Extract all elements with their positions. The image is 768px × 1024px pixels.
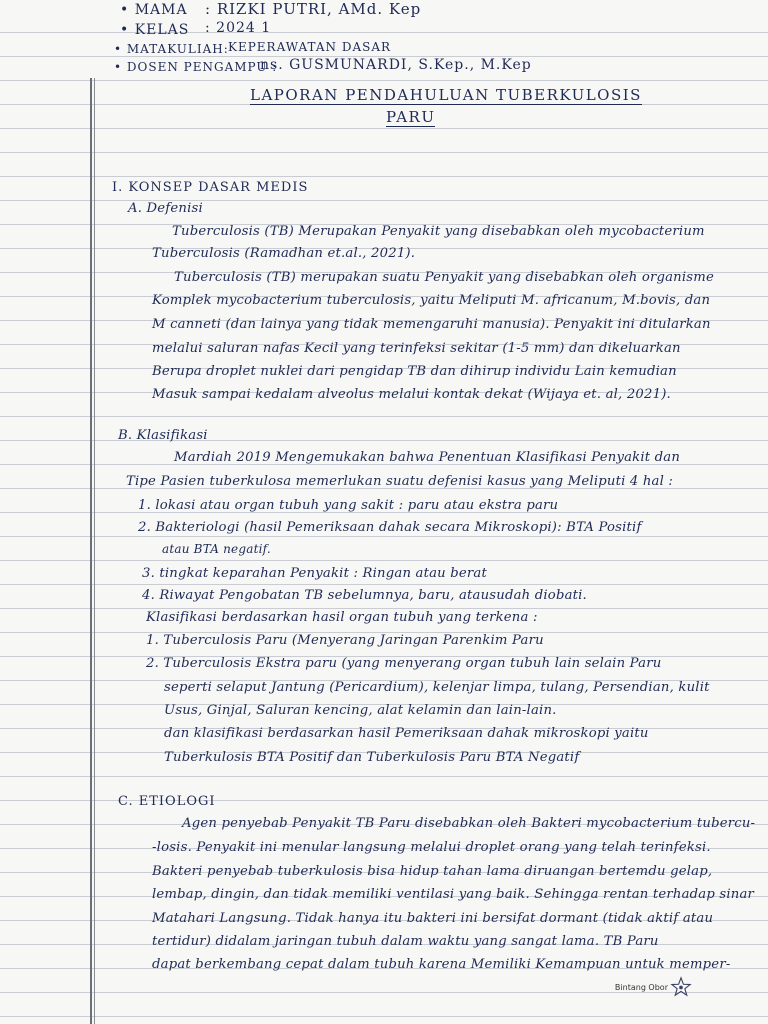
- text-line: Usus, Ginjal, Saluran kencing, alat kelamin dan lain-lain.: [164, 703, 557, 718]
- report-subtitle: PARU: [386, 108, 436, 126]
- text-line: -losis. Penyakit ini menular langsung melalui droplet orang yang telah terinfeksi.: [152, 840, 711, 855]
- text-line: tertidur) didalam jaringan tubuh dalam waktu yang sangat lama. TB Paru: [152, 934, 659, 949]
- matakuliah-label: • MATAKULIAH:: [114, 42, 229, 56]
- text-line: Tuberkulosis BTA Positif dan Tuberkulosis Paru BTA Negatif: [164, 750, 580, 765]
- kelas-label: • KELAS: [120, 22, 190, 38]
- list-item: 2. Tuberculosis Ekstra paru (yang menyerang organ tubuh lain selain Paru: [146, 656, 662, 671]
- text-line: Komplek mycobacterium tuberculosis, yaitu Meliputi M. africanum, M.bovis, dan: [152, 293, 711, 308]
- margin-rule: [90, 78, 92, 1024]
- text-line: Bakteri penyebab tuberkulosis bisa hidup tahan lama diruangan bertemdu gelap,: [152, 864, 713, 879]
- dosen-value: ns. GUSMUNARDI, S.Kep., M.Kep: [260, 57, 532, 73]
- text-line: Agen penyebab Penyakit TB Paru disebabkan oleh Bakteri mycobacterium tubercu-: [182, 816, 756, 831]
- list-item: 4. Riwayat Pengobatan TB sebelumnya, baru, atausudah diobati.: [142, 588, 587, 603]
- subsection-b-heading: B. Klasifikasi: [118, 428, 208, 443]
- nama-label: • MAMA: [120, 2, 188, 18]
- text-line: Tipe Pasien tuberkulosa memerlukan suatu defenisi kasus yang Meliputi 4 hal :: [126, 474, 674, 489]
- brand-label: Bintang Obor: [614, 983, 668, 992]
- text-line: dapat berkembang cepat dalam tubuh karena Memiliki Kemampuan untuk memper-: [152, 957, 731, 972]
- text-line: Matahari Langsung. Tidak hanya itu bakteri ini bersifat dormant (tidak aktif atau: [152, 911, 714, 926]
- subsection-a-heading: A. Defenisi: [128, 201, 203, 216]
- text-line: Klasifikasi berdasarkan hasil organ tubuh yang terkena :: [146, 610, 538, 625]
- star-logo-icon: [670, 976, 692, 998]
- text-line: Berupa droplet nuklei dari pengidap TB dan dihirup individu Lain kemudian: [152, 364, 677, 379]
- text-line: lembap, dingin, dan tidak memiliki ventilasi yang baik. Sehingga rentan terhadap sinar: [152, 887, 755, 902]
- list-item: 3. tingkat keparahan Penyakit : Ringan atau berat: [142, 566, 487, 581]
- subsection-c-heading: C. ETIOLOGI: [118, 794, 216, 809]
- section-heading: I. KONSEP DASAR MEDIS: [112, 180, 309, 195]
- list-item: 2. Bakteriologi (hasil Pemeriksaan dahak secara Mikroskopi): BTA Positif: [138, 520, 642, 535]
- text-line: seperti selaput Jantung (Pericardium), kelenjar limpa, tulang, Persendian, kulit: [164, 680, 710, 695]
- text-line: dan klasifikasi berdasarkan hasil Pemeriksaan dahak mikroskopi yaitu: [164, 726, 649, 741]
- kelas-value: : 2024 1: [205, 20, 272, 36]
- text-line: Tuberculosis (TB) Merupakan Penyakit yang disebabkan oleh mycobacterium: [172, 224, 705, 239]
- margin-rule-inner: [94, 78, 95, 1024]
- text-line: Masuk sampai kedalam alveolus melalui kontak dekat (Wijaya et. al, 2021).: [152, 387, 671, 402]
- dosen-label: • DOSEN PENGAMPU :: [114, 60, 278, 74]
- matakuliah-value: KEPERAWATAN DASAR: [228, 40, 392, 54]
- list-item: 1. lokasi atau organ tubuh yang sakit : paru atau ekstra paru: [138, 498, 559, 513]
- text-line: Tuberculosis (TB) merupakan suatu Penyakit yang disebabkan oleh organisme: [174, 270, 714, 285]
- text-line: M canneti (dan lainya yang tidak memengaruhi manusia). Penyakit ini ditularkan: [152, 317, 711, 332]
- list-item: 1. Tuberculosis Paru (Menyerang Jaringan Parenkim Paru: [146, 633, 544, 648]
- text-line: Tuberculosis (Ramadhan et.al., 2021).: [152, 246, 416, 261]
- text-line: atau BTA negatif.: [162, 542, 271, 556]
- nama-value: : RIZKI PUTRI, AMd. Kep: [205, 0, 422, 18]
- text-line: Mardiah 2019 Mengemukakan bahwa Penentuan Klasifikasi Penyakit dan: [174, 450, 681, 465]
- report-title: LAPORAN PENDAHULUAN TUBERKULOSIS: [250, 86, 642, 104]
- text-line: melalui saluran nafas Kecil yang terinfeksi sekitar (1-5 mm) dan dikeluarkan: [152, 341, 681, 356]
